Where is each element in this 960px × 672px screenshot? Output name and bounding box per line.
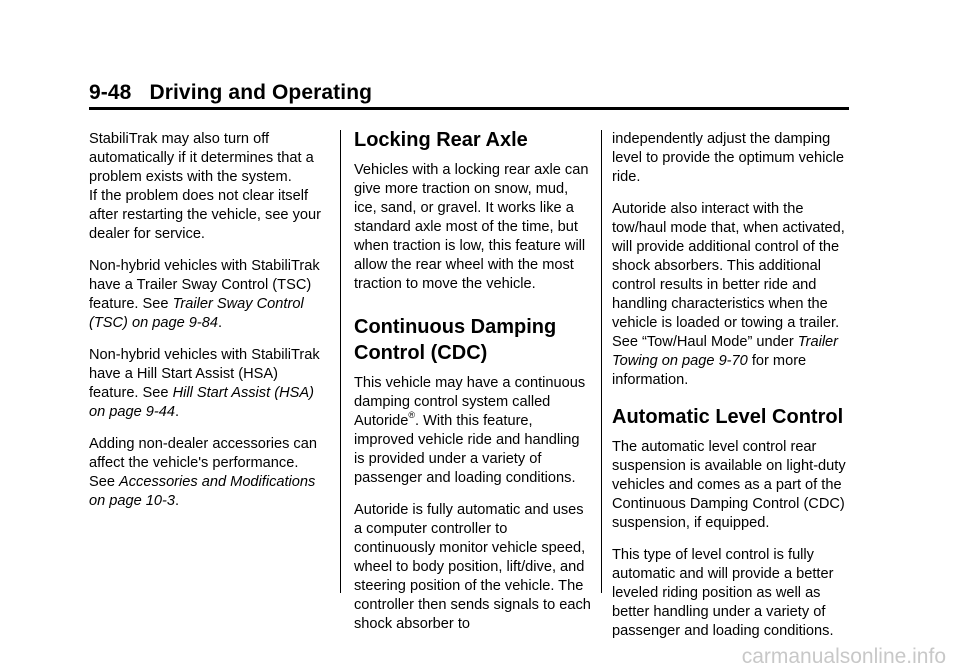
section-heading: Automatic Level Control xyxy=(612,406,844,428)
cross-reference-link[interactable]: Trailer Sway Control (TSC) on page 9-84 xyxy=(89,296,304,331)
section-title: Driving and Operating xyxy=(149,81,373,104)
column-3 xyxy=(612,130,852,654)
paragraph: Non-hybrid vehicles with StabiliTrak have a Trailer Sway Control (TSC) feature. See Trailer Sway Control (TSC) on page 9-84. xyxy=(89,258,320,331)
paragraph: This type of level control is fully automatic and will provide a better leveled riding position as well as better handling under a variety of passenger and loading conditions. xyxy=(612,547,834,639)
header-title xyxy=(89,80,849,106)
section-heading: Continuous Damping Control (CDC) xyxy=(354,316,557,364)
page-header xyxy=(89,80,849,106)
paragraph: If the problem does not clear itself after restarting the vehicle, see your dealer for service. xyxy=(89,188,321,242)
paragraph: Adding non-dealer accessories can affect the vehicle's performance. See Accessories and Modifications on page 10-3. xyxy=(89,436,317,509)
column-2 xyxy=(354,130,592,647)
paragraph: The automatic level control rear suspension is available on light-duty vehicles and comes as a part of the Continuous Damping Control (CDC) suspension, if equipped. xyxy=(612,439,846,531)
cross-reference-link[interactable]: Trailer Towing on page 9-70 xyxy=(612,334,839,369)
paragraph: StabiliTrak may also turn off automatically if it determines that a problem exists with the system. xyxy=(89,131,314,185)
registered-mark: ® xyxy=(408,410,415,421)
page-number: 9-48 xyxy=(89,81,132,104)
cross-reference-link[interactable]: Hill Start Assist (HSA) on page 9-44 xyxy=(89,385,314,420)
section-heading: Locking Rear Axle xyxy=(354,129,528,151)
cross-reference-link[interactable]: Accessories and Modifications on page 10-3 xyxy=(89,474,316,509)
paragraph: Non-hybrid vehicles with StabiliTrak have a Hill Start Assist (HSA) feature. See Hill Start Assist (HSA) on page 9-44. xyxy=(89,347,320,420)
paragraph: Autoride also interact with the tow/haul mode that, when activated, will provide additional control of the shock absorbers. This additional control results in better ride and handling characteristics when the vehicle is loaded or towing a trailer. See “Tow/Haul Mode” under Trailer Towing on page 9-70 for more information. xyxy=(612,201,845,388)
paragraph: independently adjust the damping level to provide the optimum vehicle ride. xyxy=(612,131,844,185)
paragraph: This vehicle may have a continuous damping control system called Autoride®. With this feature, improved vehicle ride and handling is provided under a variety of passenger and loading conditions. xyxy=(354,375,586,486)
paragraph: Vehicles with a locking rear axle can give more traction on snow, mud, ice, sand, or gravel. It works like a standard axle most of the time, but when traction is low, this feature will allow the rear wheel with the most traction to move the vehicle. xyxy=(354,162,589,292)
paragraph: Autoride is fully automatic and uses a computer controller to continuously monitor vehicle speed, wheel to body position, lift/dive, and steering position of the vehicle. The controller then sends signals to each shock absorber to xyxy=(354,502,591,632)
column-divider xyxy=(340,130,341,593)
column-1 xyxy=(89,130,327,524)
column-divider xyxy=(601,130,602,593)
header-rule xyxy=(89,107,849,110)
watermark-text: carmanualsonline.info xyxy=(741,645,946,668)
